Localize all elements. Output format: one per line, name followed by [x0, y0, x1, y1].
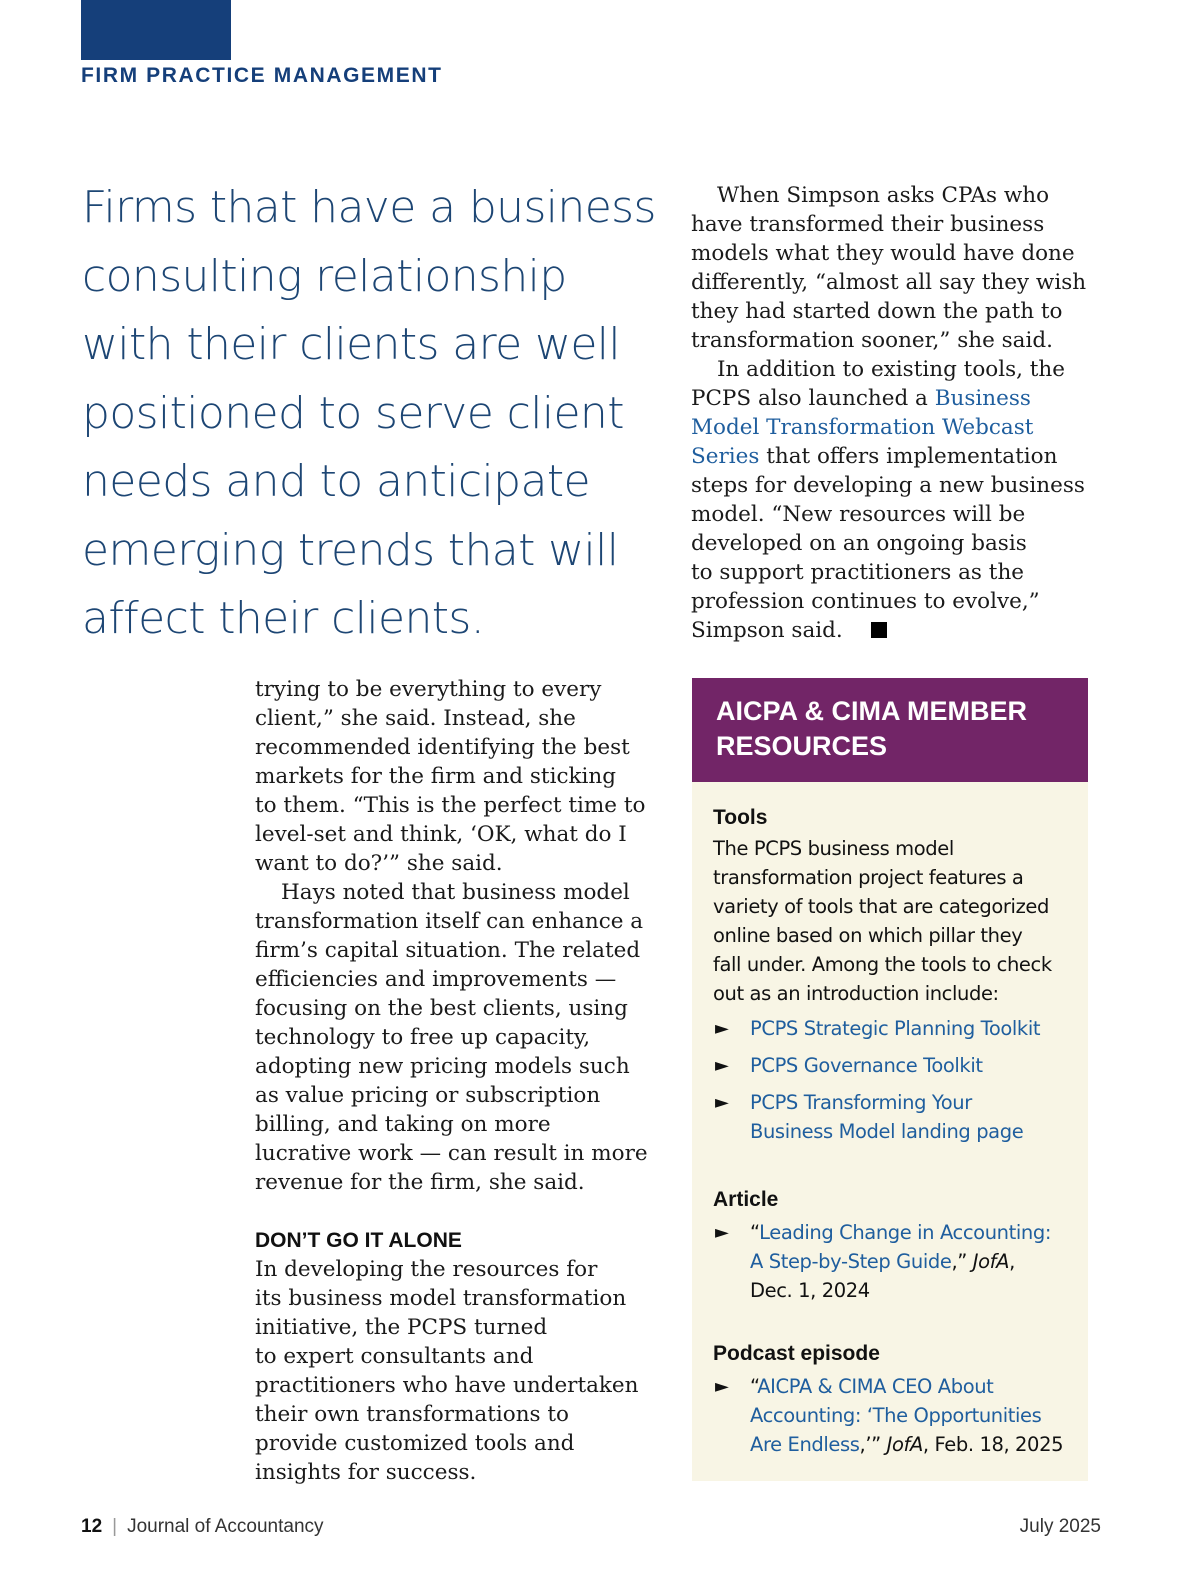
tools-description — [713, 834, 1068, 1008]
text-line: In developing the resources for — [255, 1257, 598, 1282]
pull-quote-line: affect their clients. — [82, 593, 485, 644]
page-number: 12 — [81, 1516, 103, 1537]
text-line: have transformed their business — [691, 212, 1045, 237]
text-line: variety of tools that are categorized — [713, 895, 1049, 918]
pull-quote — [82, 174, 656, 654]
text-line — [750, 1218, 1068, 1247]
text-line: markets for the firm and sticking — [255, 764, 617, 789]
paragraph — [255, 878, 655, 1197]
text-line — [691, 442, 1091, 471]
text-line: The PCPS business model — [713, 837, 954, 860]
paragraph — [691, 355, 1091, 645]
leading-change-article-link[interactable]: A Step-by-Step Guide — [750, 1250, 952, 1273]
transforming-business-model-link[interactable] — [750, 1088, 1068, 1146]
podcast-date: , Feb. 18, 2025 — [922, 1433, 1064, 1456]
pull-quote-line: emerging trends that will — [82, 524, 619, 576]
text-line — [750, 1430, 1068, 1459]
section-label: FIRM PRACTICE MANAGEMENT — [81, 64, 443, 87]
text-line: to expert consultants and — [255, 1344, 534, 1369]
list-item — [713, 1218, 1068, 1305]
webcast-series-link[interactable]: Business — [934, 386, 1031, 411]
text-line: Hays noted that business model — [281, 880, 630, 905]
list-item — [713, 1014, 1068, 1043]
text-line: initiative, the PCPS turned — [255, 1315, 548, 1340]
article-date: Dec. 1, 2024 — [750, 1279, 870, 1302]
strategic-planning-toolkit-link[interactable]: PCPS Strategic Planning Toolkit — [750, 1017, 1041, 1040]
leading-change-article-link[interactable]: Leading Change in Accounting: — [759, 1221, 1051, 1244]
text-fragment: ,” — [951, 1250, 973, 1273]
text-line: profession continues to evolve,” — [691, 589, 1040, 614]
text-line: out as an introduction include: — [713, 982, 999, 1005]
webcast-series-link[interactable]: Series — [691, 444, 760, 469]
member-resources-sidebar — [692, 678, 1088, 1481]
text-line: they had started down the path to — [691, 299, 1063, 324]
list-item — [713, 1088, 1068, 1146]
pull-quote-line: positioned to serve client — [82, 387, 624, 439]
text-line: transformation sooner,” she said. — [691, 328, 1053, 353]
text-line: focusing on the best clients, using — [255, 996, 628, 1021]
paragraph — [255, 1255, 655, 1487]
ceo-podcast-link[interactable]: Accounting: ‘The Opportunities — [750, 1404, 1042, 1427]
sidebar-title-line: AICPA & CIMA MEMBER — [716, 696, 1027, 726]
pull-quote-line: consulting relationship — [82, 250, 567, 302]
publication-name: JofA — [972, 1250, 1010, 1273]
page-footer — [81, 1516, 1101, 1546]
issue-date: July 2025 — [1019, 1516, 1101, 1537]
sidebar-title — [692, 678, 1088, 782]
text-line: want to do?’” she said. — [255, 851, 503, 876]
text-line: technology to free up capacity, — [255, 1025, 591, 1050]
right-column-text — [691, 181, 1091, 645]
text-line: models what they would have done — [691, 241, 1075, 266]
paragraph — [691, 181, 1091, 355]
text-line: to them. “This is the perfect time to — [255, 793, 646, 818]
triangle-bullet-icon: ► — [715, 1018, 729, 1039]
text-line: lucrative work — can result in more — [255, 1141, 648, 1166]
text-line: steps for developing a new business — [691, 473, 1085, 498]
text-line: their own transformations to — [255, 1402, 569, 1427]
text-line: revenue for the firm, she said. — [255, 1170, 585, 1195]
text-line: model. “New resources will be — [691, 502, 1026, 527]
podcast-list — [713, 1372, 1068, 1459]
pull-quote-line: with their clients are well — [82, 319, 621, 370]
text-line: to support practitioners as the — [691, 560, 1025, 585]
governance-toolkit-link[interactable]: PCPS Governance Toolkit — [750, 1054, 983, 1077]
footer-separator: | — [112, 1516, 118, 1537]
text-line — [750, 1401, 1068, 1430]
text-line: firm’s capital situation. The related — [255, 938, 641, 963]
text-line: transformation project features a — [713, 866, 1024, 889]
text-line: provide customized tools and — [255, 1431, 575, 1456]
text-fragment: that offers implementation — [759, 444, 1058, 469]
tools-list — [713, 1014, 1068, 1146]
text-line: When Simpson asks CPAs who — [717, 183, 1050, 208]
text-line: fall under. Among the tools to check — [713, 953, 1052, 976]
publication-title: Journal of Accountancy — [127, 1516, 324, 1537]
tools-heading: Tools — [713, 806, 768, 829]
pull-quote-line: needs and to anticipate — [82, 456, 590, 507]
sidebar-body — [692, 782, 1088, 1459]
text-line: insights for success. — [255, 1460, 477, 1485]
link-line: Business Model landing page — [750, 1120, 1024, 1143]
text-line: adopting new pricing models such — [255, 1054, 630, 1079]
triangle-bullet-icon: ► — [715, 1376, 729, 1397]
list-item — [713, 1372, 1068, 1459]
text-line: its business model transformation — [255, 1286, 627, 1311]
triangle-bullet-icon: ► — [715, 1222, 729, 1243]
text-line: online based on which pillar they — [713, 924, 1023, 947]
text-line: efficiencies and improvements — — [255, 967, 617, 992]
sidebar-title-line: RESOURCES — [716, 731, 888, 761]
open-quote: “ — [750, 1375, 758, 1398]
ceo-podcast-link[interactable]: Are Endless — [750, 1433, 860, 1456]
text-fragment: PCPS also launched a — [691, 386, 935, 411]
paragraph — [255, 675, 655, 878]
text-line — [691, 384, 1091, 413]
text-line: practitioners who have undertaken — [255, 1373, 639, 1398]
header-color-block — [81, 0, 231, 60]
text-fragment: , — [1009, 1250, 1015, 1273]
text-line: developed on an ongoing basis — [691, 531, 1027, 556]
text-line: trying to be everything to every — [255, 677, 602, 702]
text-line: level-set and think, ‘OK, what do I — [255, 822, 627, 847]
end-of-article-mark — [871, 622, 887, 638]
text-line: transformation itself can enhance a — [255, 909, 644, 934]
article-heading: Article — [713, 1188, 779, 1211]
section-subhead: DON’T GO IT ALONE — [255, 1229, 462, 1252]
text-line: recommended identifying the best — [255, 735, 630, 760]
publication-name: JofA — [886, 1433, 923, 1456]
text-line — [750, 1372, 1068, 1401]
ceo-podcast-link[interactable]: AICPA & CIMA CEO About — [757, 1375, 994, 1398]
left-column-text — [255, 675, 655, 1487]
text-line — [691, 616, 1091, 645]
link-line: PCPS Transforming Your — [750, 1091, 972, 1114]
text-line — [750, 1247, 1068, 1276]
text-fragment: Simpson said. — [691, 618, 843, 643]
text-line: as value pricing or subscription — [255, 1083, 601, 1108]
text-fragment: ,’” — [859, 1433, 887, 1456]
text-line — [691, 413, 1091, 442]
text-line: differently, “almost all say they wish — [691, 270, 1087, 295]
podcast-heading: Podcast episode — [713, 1342, 880, 1365]
open-quote: “ — [750, 1221, 760, 1244]
triangle-bullet-icon: ► — [715, 1092, 729, 1113]
triangle-bullet-icon: ► — [715, 1055, 729, 1076]
text-line: client,” she said. Instead, she — [255, 706, 576, 731]
article-list — [713, 1218, 1068, 1305]
text-line: In addition to existing tools, the — [717, 357, 1065, 382]
webcast-series-link[interactable]: Model Transformation Webcast — [691, 415, 1034, 440]
text-line: billing, and taking on more — [255, 1112, 551, 1137]
list-item — [713, 1051, 1068, 1080]
pull-quote-line: Firms that have a business — [82, 182, 656, 233]
